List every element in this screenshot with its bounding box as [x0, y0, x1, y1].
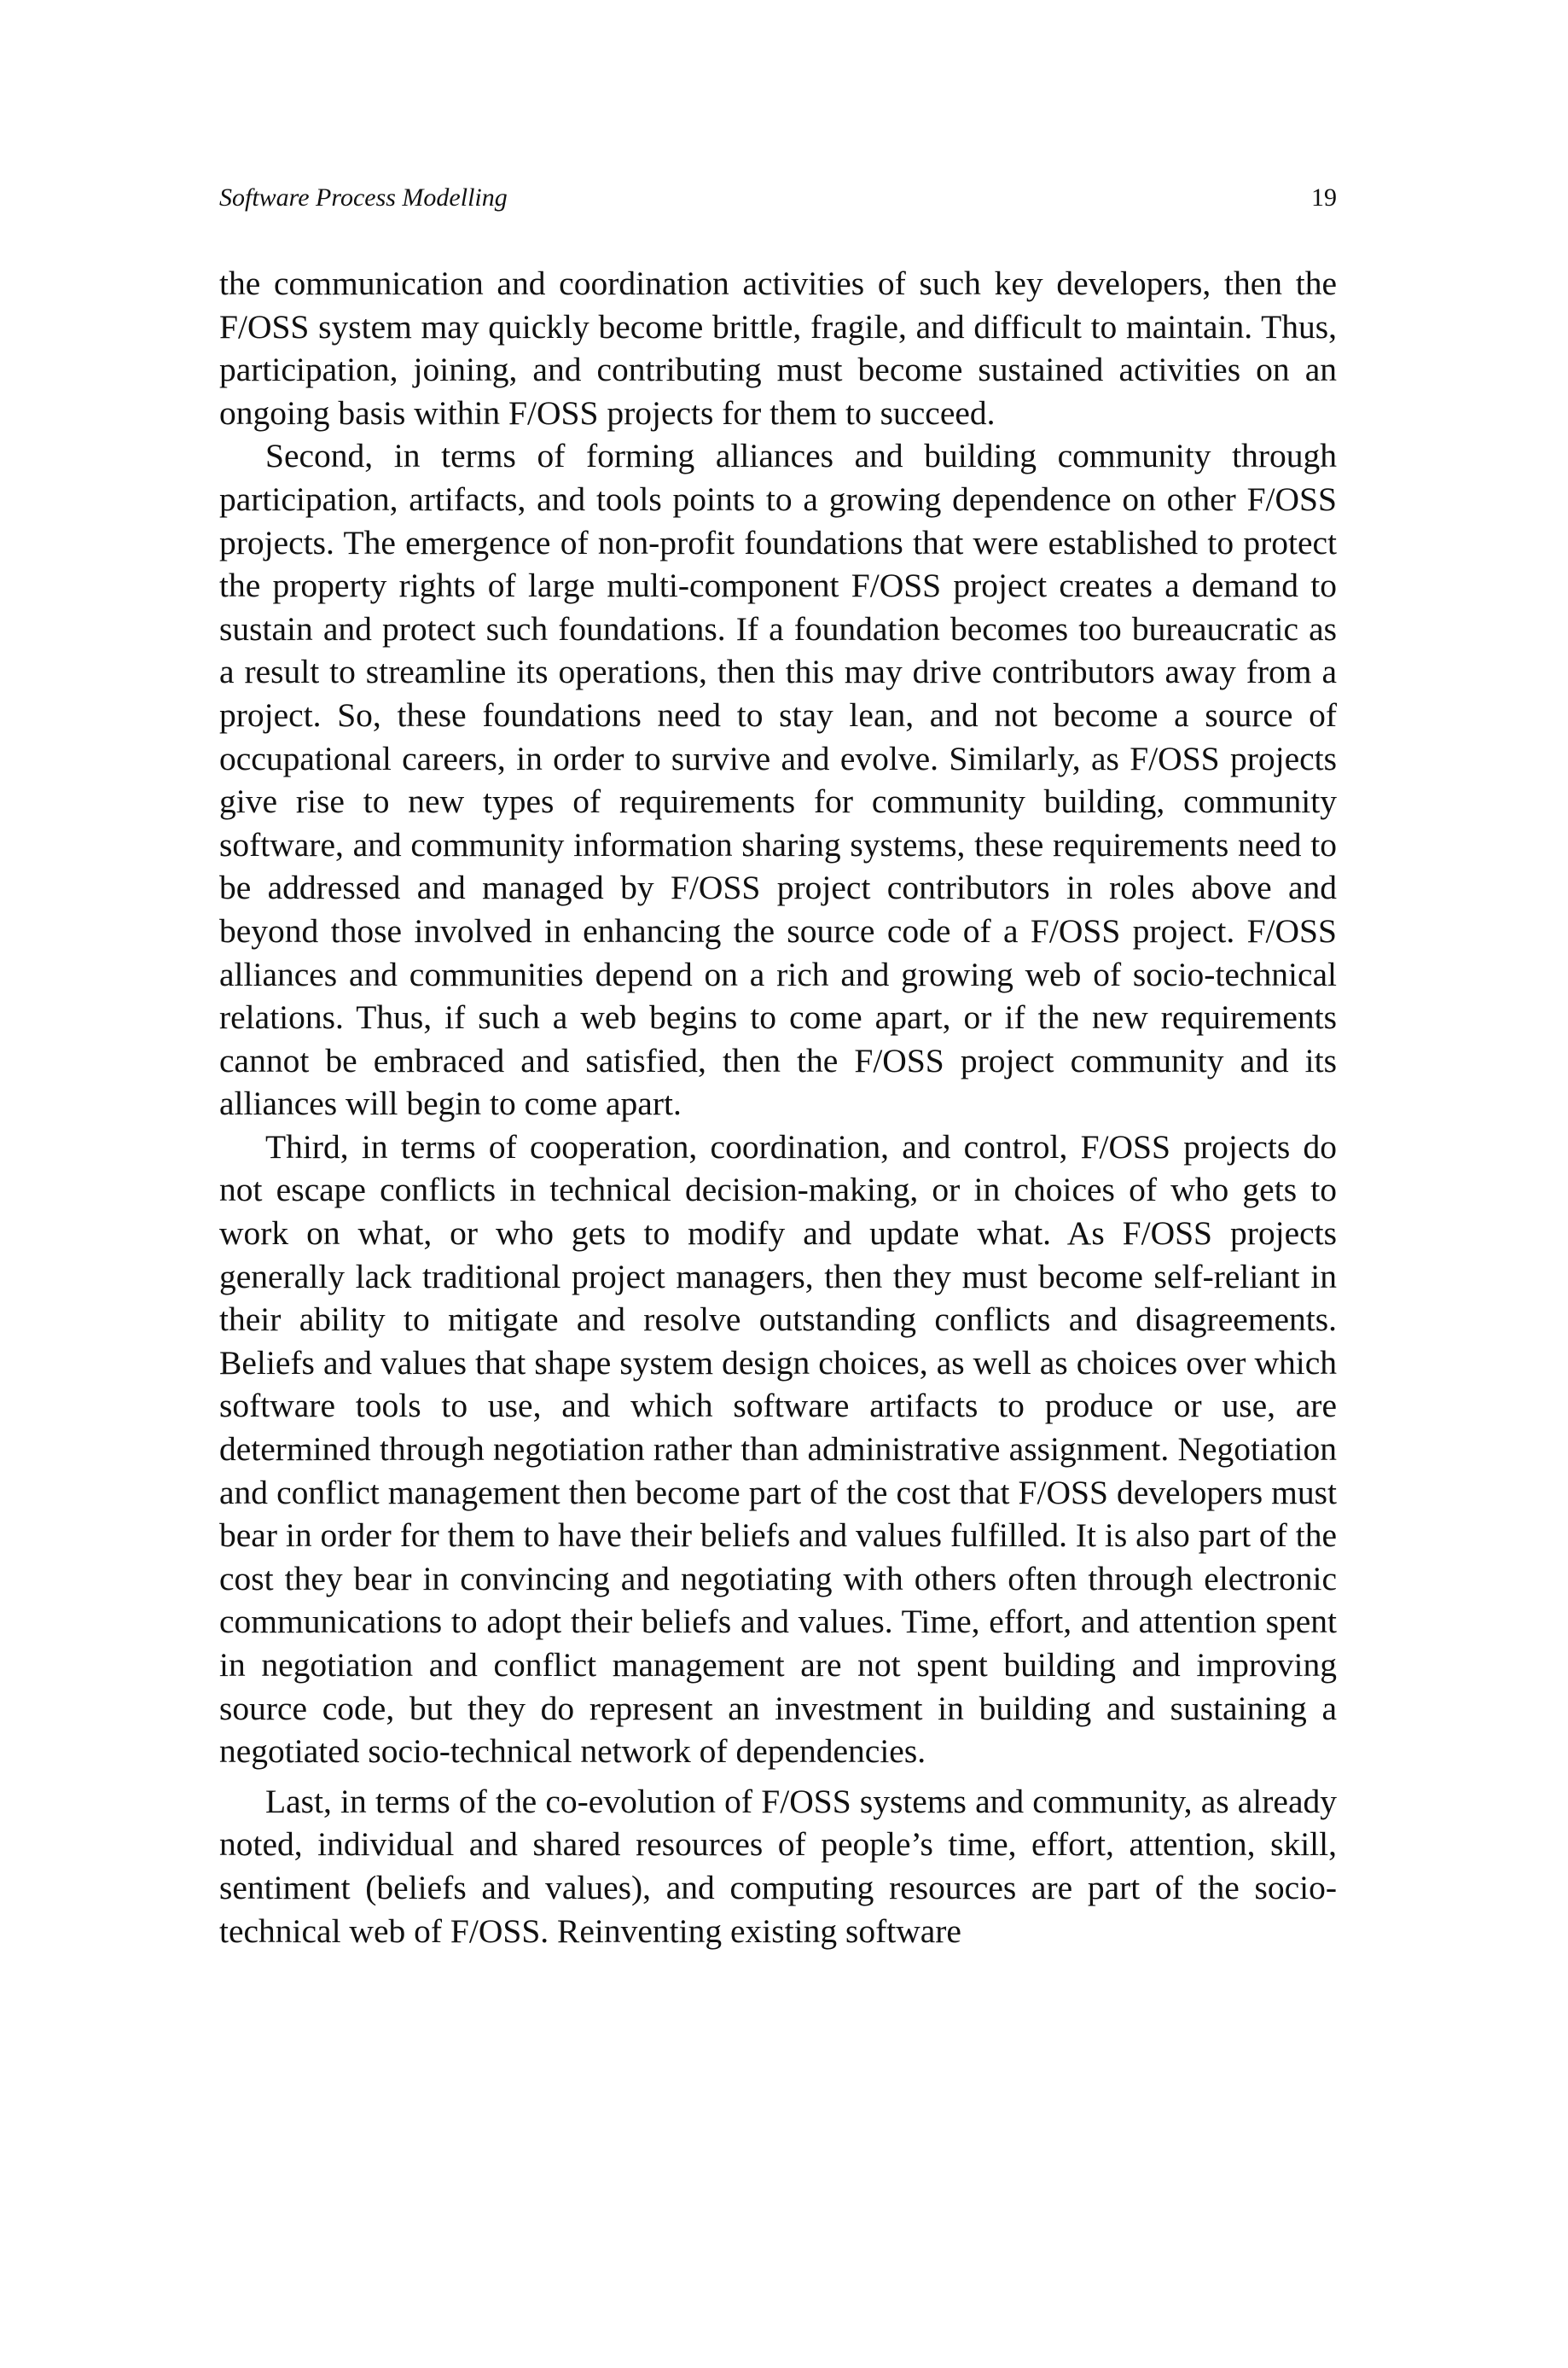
paragraph-continued: the communication and coordination activities of such key developers, then the F/OSS system may quickly become brittle, fragile, and difficult to maintain. Thus, participation, joining, and contributing must become sustained activities on an ongoing basis within F/OSS projects for them to succeed.: [219, 265, 1337, 432]
paragraph-last: Last, in terms of the co-evolution of F/OSS systems and community, as already noted, individual and shared resources of people’s time, effort, attention, skill, sentiment (beliefs and values), and computing resources are part of the socio-technical web of F/OSS. Reinventing existing software: [219, 1782, 1337, 1950]
paragraph-second: Second, in terms of forming alliances and building community through participation, artifacts, and tools points to a growing dependence on other F/OSS projects. The emergence of non-profit foundations that were established to protect the property rights of large multi-component F/OSS project creates a demand to sustain and protect such foundations. If a foundation becomes too bureaucratic as a result to streamline its operations, then this may drive contributors away from a project. So, these foundations need to stay lean, and not become a source of occupational careers, in order to survive and evolve. Similarly, as F/OSS projects give rise to new types of requirements for community building, community software, and community information sharing systems, these requirements need to be addressed and managed by F/OSS project contributors in roles above and beyond those involved in enhancing the source code of a F/OSS project. F/OSS alliances and communities depend on a rich and growing web of socio-technical relations. Thus, if such a web begins to come apart, or if the new requirements cannot be embraced and satisfied, then the F/OSS project community and its alliances will begin to come apart.: [219, 437, 1337, 1123]
body-text: [219, 262, 1337, 1952]
page-number: 19: [1311, 183, 1337, 212]
paragraph-third: Third, in terms of cooperation, coordination, and control, F/OSS projects do not escape conflicts in technical decision-making, or in choices of who gets to work on what, or who gets to modify and update what. As F/OSS projects generally lack traditional project managers, then they must become self-reliant in their ability to mitigate and resolve outstanding conflicts and disagreements. Beliefs and values that shape system design choices, as well as choices over which software tools to use, and which software artifacts to produce or use, are determined through negotiation rather than administrative assignment. Negotiation and conflict management then become part of the cost that F/OSS developers must bear in order for them to have their beliefs and values fulfilled. It is also part of the cost they bear in convincing and negotiating with others often through electronic communications to adopt their beliefs and values. Time, effort, and attention spent in negotiation and conflict management are not spent building and improving source code, but they do represent an investment in building and sustaining a negotiated socio-technical network of dependencies.: [219, 1127, 1337, 1771]
running-title: Software Process Modelling: [219, 183, 508, 212]
running-head: [219, 179, 1337, 217]
